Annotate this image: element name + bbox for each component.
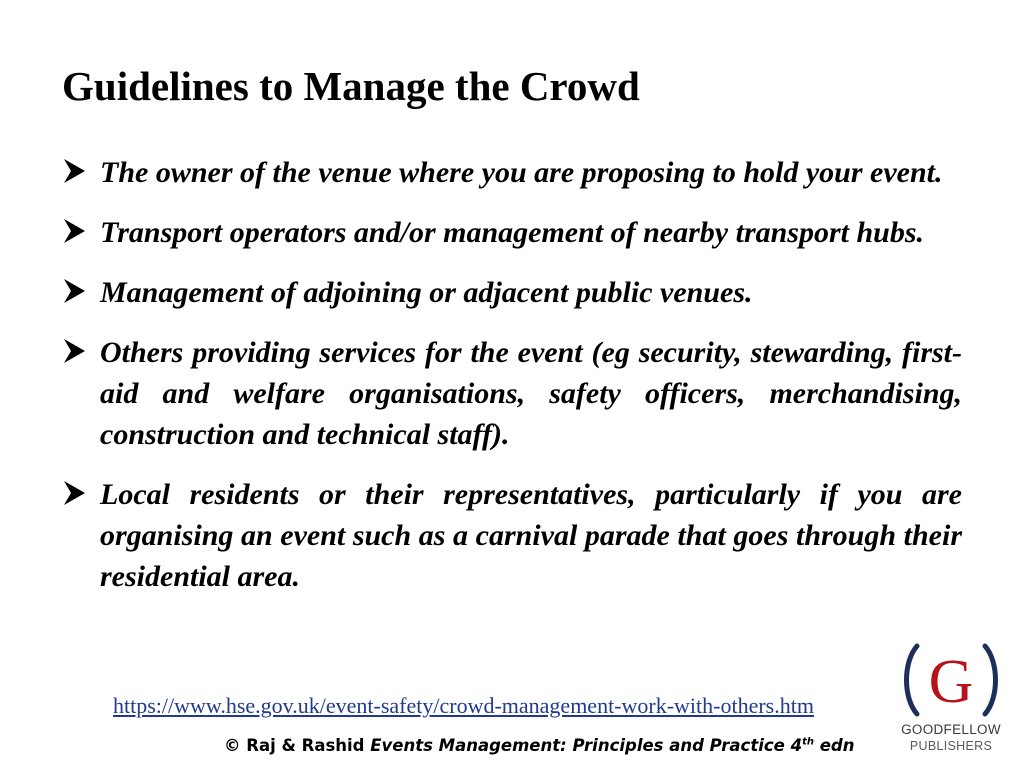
bullet-text: Transport operators and/or management of nearby transport hubs. xyxy=(100,216,925,249)
bullet-text: Local residents or their representatives, particularly if you are organising an event such as a carnival parade that goes through their residential area. xyxy=(100,478,962,593)
left-bracket xyxy=(907,646,918,714)
bullet-text: Management of adjoining or adjacent public venues. xyxy=(100,276,753,309)
footer-edition-word: edn xyxy=(819,736,855,755)
right-bracket xyxy=(985,646,996,714)
arrow-bullet-icon xyxy=(62,332,86,373)
bullet-item-local-residents xyxy=(62,474,962,597)
arrow-bullet-icon xyxy=(62,474,86,515)
bullet-item-venue-owner xyxy=(62,152,962,193)
publisher-logo xyxy=(893,640,1009,758)
bullet-text: The owner of the venue where you are proposing to hold your event. xyxy=(100,156,943,189)
bullet-item-adjoining-venues xyxy=(62,272,962,313)
logo-subtitle: PUBLISHERS xyxy=(909,739,993,753)
logo-name: GOODFELLOW xyxy=(901,722,1001,737)
footer-book-title: Events Management: Principles and Practice 4 xyxy=(370,736,803,755)
logo-letter: G xyxy=(928,648,974,716)
goodfellow-logo-mark xyxy=(901,640,1001,720)
bullet-item-transport-operators xyxy=(62,212,962,253)
source-link[interactable]: https://www.hse.gov.uk/event-safety/crowd-management-work-with-others.htm xyxy=(113,693,814,718)
footer-copyright: © Raj & Rashid xyxy=(224,736,365,755)
bullet-item-service-providers xyxy=(62,332,962,455)
slide-title: Guidelines to Manage the Crowd xyxy=(62,63,640,109)
arrow-bullet-icon xyxy=(62,152,86,193)
arrow-bullet-icon xyxy=(62,212,86,253)
footer-credit xyxy=(224,736,854,755)
footer-edition-suffix: th xyxy=(802,736,814,748)
arrow-bullet-icon xyxy=(62,272,86,313)
bullet-text: Others providing services for the event (eg security, stewarding, first-aid and welfare organisations, safety officers, merchandising, construction and technical staff). xyxy=(100,336,962,451)
bullet-list xyxy=(62,152,962,597)
